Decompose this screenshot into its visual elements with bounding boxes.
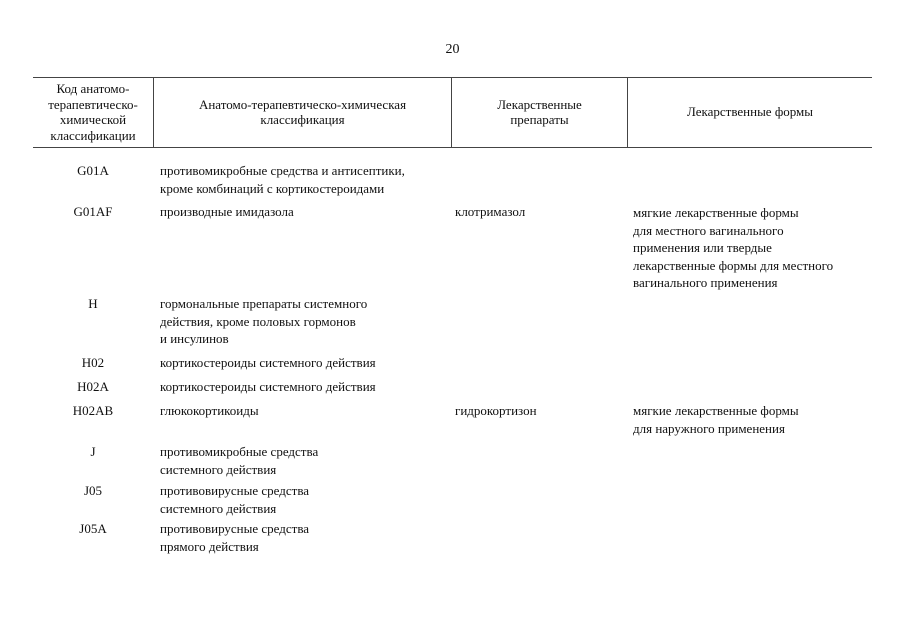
- header-drugs: Лекарственные препараты: [497, 96, 582, 127]
- row-classification: производные имидазола: [160, 204, 294, 219]
- row-classification: кортикостероиды системного действия: [160, 355, 376, 370]
- header-code: Код анатомо-терапевтическо-химической классификации: [48, 81, 138, 143]
- row-classification: противовирусные средства прямого действия: [160, 521, 310, 554]
- row-code: H02A: [77, 379, 109, 394]
- row-code: J05A: [79, 521, 107, 536]
- row-form: мягкие лекарственные формы для наружного применения: [633, 403, 799, 436]
- row-code: H02: [81, 355, 105, 370]
- row-code: G01A: [77, 163, 109, 178]
- row-code: H02AB: [72, 403, 114, 418]
- row-form: мягкие лекарственные формы для местного вагинального применения или твердые лекарственные формы для местного вагинального применения: [633, 205, 834, 290]
- row-code: G01AF: [73, 204, 113, 219]
- table-header-bottom-rule: [33, 147, 872, 148]
- row-drug: гидрокортизон: [455, 403, 537, 418]
- row-code: J: [90, 444, 96, 459]
- row-classification: глюкокортикоиды: [160, 403, 259, 418]
- row-code: J05: [83, 483, 103, 498]
- page-number: 20: [445, 42, 460, 57]
- header-forms: Лекарственные формы: [686, 104, 814, 120]
- row-classification: противомикробные средства системного действия: [160, 444, 319, 477]
- row-classification: противовирусные средства системного действия: [160, 483, 310, 516]
- row-classification: кортикостероиды системного действия: [160, 379, 376, 394]
- row-code: H: [88, 296, 98, 311]
- row-classification: гормональные препараты системного действия, кроме половых гормонов и инсулинов: [160, 296, 368, 346]
- row-drug: клотримазол: [455, 204, 526, 219]
- row-classification: противомикробные средства и антисептики, кроме комбинаций с кортикостероидами: [160, 163, 405, 196]
- header-classification: Анатомо-терапевтическо-химическая классификация: [198, 96, 407, 127]
